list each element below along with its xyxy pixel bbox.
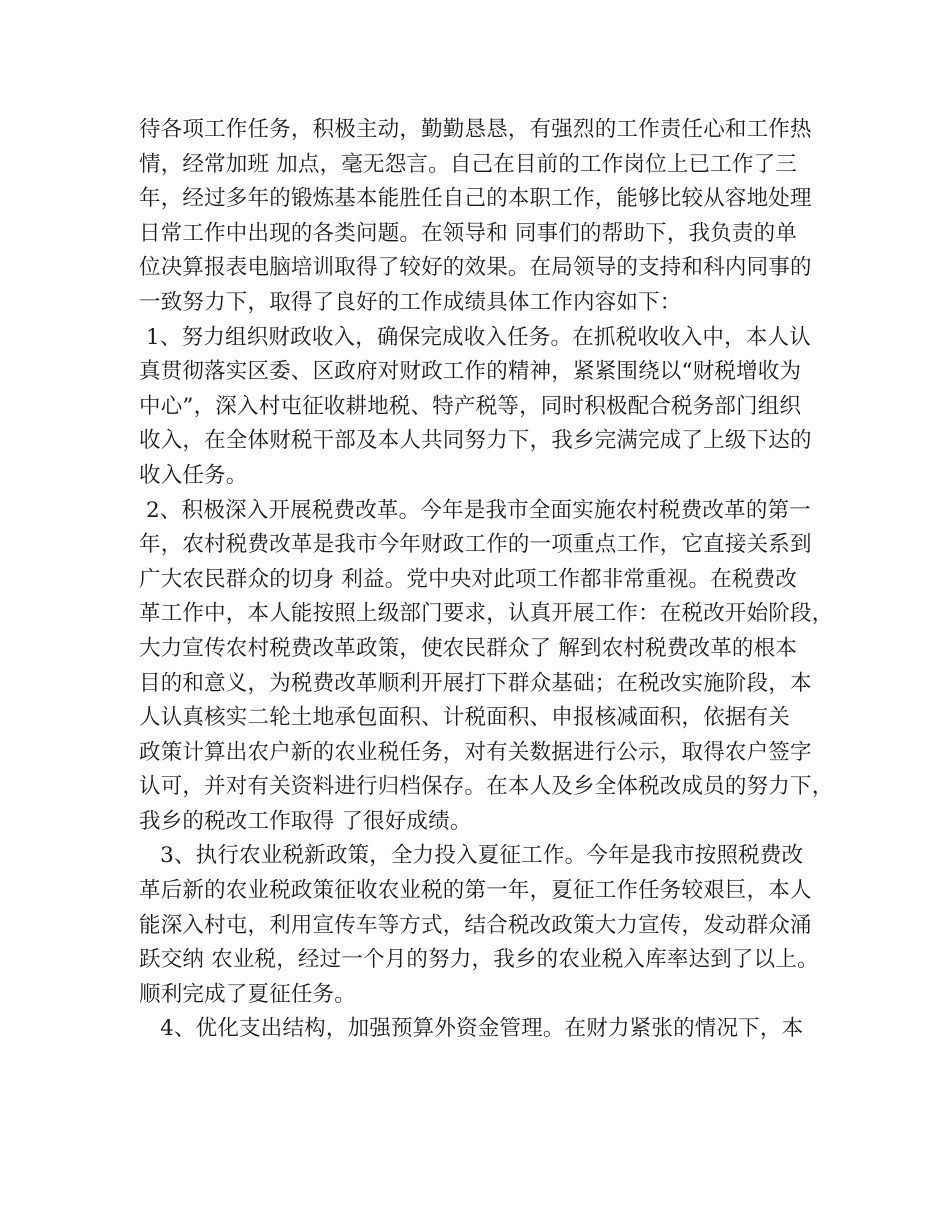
text-line: 我乡的税改工作取得 了很好成绩。 [139, 808, 472, 834]
text-line: 3、执行农业税新政策，全力投入夏征工作。今年是我市按照税费改 [139, 843, 804, 869]
text-line: 人认真核实二轮土地承包面积、计税面积、申报核减面积，依据有关 [139, 705, 791, 731]
text-line: 目的和意义，为税费改革顺利开展打下群众基础；在税改实施阶段，本 [139, 670, 812, 696]
text-line: 情，经常加班 加点，毫无怨言。自己在目前的工作岗位上已工作了三 [139, 151, 798, 177]
text-line: 大力宣传农村税费改革政策，使农民群众了 解到农村税费改革的根本 [139, 635, 798, 661]
text-line: 位决算报表电脑培训取得了较好的效果。在局领导的支持和科内同事的 [139, 255, 812, 281]
text-line: 4、优化支出结构，加强预算外资金管理。在财力紧张的情况下，本 [139, 1016, 804, 1042]
text-line: 认可，并对有关资料进行归档保存。在本人及乡全体税改成员的努力下， [139, 774, 834, 800]
text-line: 收入任务。 [139, 462, 248, 488]
text-line: 革工作中，本人能按照上级部门要求，认真开展工作：在税改开始阶段， [139, 601, 834, 627]
text-line: 待各项工作任务，积极主动，勤勤恳恳，有强烈的工作责任心和工作热 [139, 117, 812, 142]
body-text [139, 113, 834, 1047]
text-line: 年，经过多年的锻炼基本能胜任自己的本职工作，能够比较从容地处理 [139, 186, 812, 212]
text-line: 顺利完成了夏征任务。 [139, 981, 357, 1007]
text-line: 广大农民群众的切身 利益。党中央对此项工作都非常重视。在税费改 [139, 566, 798, 592]
text-line: 一致努力下，取得了良好的工作成绩具体工作内容如下： [139, 289, 682, 315]
text-line: 1、努力组织财政收入，确保完成收入任务。在抓税收收入中，本人认 [139, 324, 811, 350]
text-line: 中心”，深入村屯征收耕地税、特产税等，同时积极配合税务部门组织 [139, 393, 802, 419]
text-line: 真贯彻落实区委、区政府对财政工作的精神，紧紧围绕以“财税增收为 [139, 359, 802, 385]
text-line: 革后新的农业税政策征收农业税的第一年，夏征工作任务较艰巨，本人 [139, 878, 812, 904]
text-line: 政策计算出农户新的农业税任务，对有关数据进行公示，取得农户签字 [139, 739, 812, 765]
text-line: 跃交纳 农业税，经过一个月的努力，我乡的农业税入库率达到了以上。 [139, 947, 819, 973]
text-line: 年，农村税费改革是我市今年财政工作的一项重点工作，它直接关系到 [139, 532, 812, 558]
text-line: 能深入村屯，利用宣传车等方式，结合税改政策大力宣传，发动群众涌 [139, 912, 812, 938]
text-line: 日常工作中出现的各类问题。在领导和 同事们的帮助下，我负责的单 [139, 220, 798, 246]
text-line: 收入，在全体财税干部及本人共同努力下，我乡完满完成了上级下达的 [139, 428, 812, 454]
text-line: 2、积极深入开展税费改革。今年是我市全面实施农村税费改革的第一 [139, 497, 811, 523]
